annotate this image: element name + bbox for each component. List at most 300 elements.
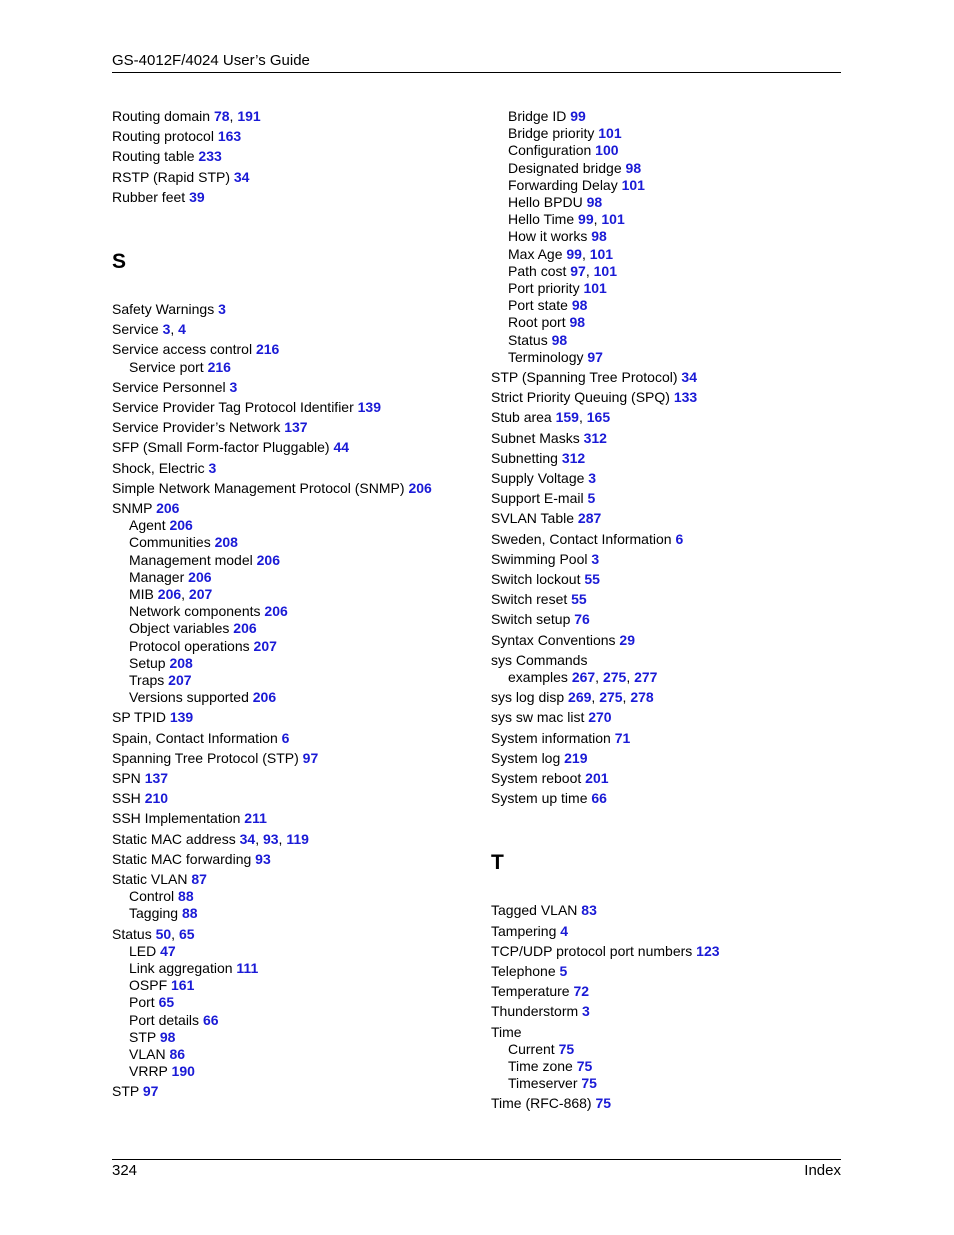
index-term: sys sw mac list	[491, 709, 585, 726]
page-link[interactable]: 312	[583, 429, 607, 446]
index-term: Switch setup	[491, 611, 571, 628]
index-entry	[112, 730, 289, 747]
index-term: Port	[129, 994, 155, 1011]
page-link[interactable]: 137	[284, 419, 308, 436]
index-subentry	[508, 314, 585, 331]
page-link[interactable]: 72	[573, 983, 590, 1000]
index-term: Hello Time	[508, 211, 575, 228]
index-term: Telephone	[491, 963, 556, 979]
page-link[interactable]: 100	[595, 142, 619, 159]
page-link[interactable]: 139	[169, 709, 194, 726]
index-entry	[491, 730, 630, 747]
index-entry	[112, 148, 222, 165]
page-link[interactable]: 65	[178, 925, 195, 942]
index-subentry	[129, 517, 193, 534]
page-link[interactable]: 211	[244, 810, 267, 827]
page-link[interactable]: 34	[233, 168, 250, 185]
index-term: Static MAC forwarding	[112, 850, 252, 867]
index-entry	[491, 902, 597, 919]
page-link[interactable]: 78	[213, 108, 230, 124]
index-entry	[112, 379, 237, 396]
page-link[interactable]: 4	[178, 321, 186, 338]
index-term: Versions supported	[129, 689, 249, 706]
index-term: Port details	[129, 1011, 200, 1028]
index-term: Timeserver	[508, 1075, 578, 1092]
index-term: SP TPID	[112, 709, 166, 726]
page-link[interactable]: 75	[581, 1075, 597, 1092]
index-entry	[112, 169, 249, 186]
page-link[interactable]: 3	[582, 1003, 590, 1020]
page-link[interactable]: 101	[601, 211, 625, 228]
index-entry	[112, 790, 168, 807]
page-link[interactable]: 190	[171, 1063, 195, 1080]
index-term: Thunderstorm	[491, 1003, 579, 1020]
index-term: How it works	[508, 228, 588, 245]
index-term: Static VLAN	[112, 871, 188, 887]
page-link[interactable]: 216	[255, 341, 280, 358]
index-term: System up time	[491, 790, 588, 807]
page-link[interactable]: 133	[673, 389, 698, 406]
index-entry	[491, 709, 612, 726]
index-entry	[112, 1083, 158, 1100]
index-entry	[112, 460, 216, 477]
page-link[interactable]: 66	[591, 790, 607, 807]
index-subentry: Hello Time 99, 101	[508, 211, 625, 228]
index-term: Path cost	[508, 262, 567, 279]
page-link[interactable]: 99	[566, 245, 582, 262]
page-link[interactable]: 161	[171, 977, 195, 994]
index-term: Status	[508, 331, 548, 348]
page-link[interactable]: 75	[558, 1040, 575, 1057]
page-link[interactable]: 165	[586, 409, 611, 426]
index-subentry	[508, 160, 641, 177]
index-entry	[112, 189, 205, 206]
index-term: VRRP	[129, 1063, 168, 1080]
page-link[interactable]: 65	[158, 994, 175, 1011]
page-link[interactable]: 76	[574, 611, 590, 628]
index-term: Manager	[129, 568, 185, 585]
index-term: Spain, Contact Information	[112, 729, 278, 746]
index-term: Switch reset	[491, 591, 568, 608]
section-name: Index	[804, 1162, 841, 1179]
index-subentry	[508, 332, 567, 349]
index-entry	[491, 963, 567, 980]
page-link[interactable]: 47	[160, 942, 176, 959]
index-term: Bridge ID	[508, 108, 567, 124]
index-term: System reboot	[491, 770, 582, 786]
page-link[interactable]: 101	[598, 125, 622, 142]
index-term: SFP (Small Form-factor Pluggable)	[112, 439, 330, 456]
index-term: Max Age	[508, 245, 563, 262]
index-term: Forwarding Delay	[508, 176, 618, 193]
index-entry	[491, 470, 596, 487]
index-term: Routing domain	[112, 108, 211, 124]
page-link[interactable]: 233	[198, 148, 222, 165]
index-term: Sweden, Contact Information	[491, 530, 672, 547]
index-subentry	[129, 689, 276, 706]
index-term: System log	[491, 749, 561, 766]
page-link[interactable]: 6	[281, 729, 290, 746]
index-subentry: examples 267, 275, 277	[508, 669, 658, 685]
index-entry: Routing domain 78, 191	[112, 108, 261, 124]
index-term: Designated bridge	[508, 159, 622, 176]
page-link[interactable]: 34	[681, 369, 697, 385]
index-entry	[491, 510, 601, 527]
page-link[interactable]: 123	[696, 942, 720, 959]
index-term: Subnetting	[491, 449, 558, 466]
index-subentry	[508, 194, 602, 211]
index-entry: Service 3, 4	[112, 321, 186, 338]
index-entry	[491, 430, 607, 447]
index-entry	[491, 923, 568, 940]
index-term: Tampering	[491, 922, 557, 939]
index-term: Service Personnel	[112, 378, 226, 395]
index-entry	[112, 301, 226, 318]
index-subentry	[508, 1041, 574, 1058]
index-entry: Status 50, 65	[112, 925, 195, 942]
index-term: Bridge priority	[508, 125, 595, 142]
page-link[interactable]: 98	[591, 228, 607, 245]
section-letter-heading: T	[491, 851, 504, 875]
page-link[interactable]: 206	[188, 568, 212, 585]
page-link[interactable]: 278	[630, 689, 654, 706]
index-subentry	[129, 534, 238, 551]
page-link[interactable]: 83	[581, 902, 597, 919]
index-term: Temperature	[491, 983, 570, 1000]
index-term: Hello BPDU	[508, 194, 583, 210]
index-term: Link aggregation	[129, 960, 233, 976]
page-link[interactable]: 139	[357, 399, 381, 415]
index-term: Configuration	[508, 142, 592, 159]
index-term: System information	[491, 729, 611, 746]
index-term: Swimming Pool	[491, 550, 588, 567]
page-link[interactable]: 119	[286, 830, 309, 847]
index-entry	[112, 341, 279, 358]
index-subentry	[129, 1012, 219, 1029]
page-link[interactable]: 159	[555, 409, 579, 426]
page-link[interactable]: 98	[571, 297, 588, 314]
index-term: Time zone	[508, 1058, 573, 1074]
index-subentry	[508, 280, 607, 297]
page-link[interactable]: 101	[589, 245, 614, 262]
index-term: Communities	[129, 534, 211, 551]
index-entry	[491, 652, 587, 669]
index-entry	[491, 790, 607, 807]
index-subentry	[129, 960, 258, 977]
index-subentry	[129, 620, 257, 637]
index-term: Agent	[129, 517, 166, 534]
index-entry	[112, 770, 168, 787]
index-subentry	[508, 349, 603, 366]
index-term: Rubber feet	[112, 188, 186, 205]
page-link[interactable]: 39	[189, 188, 205, 205]
index-subentry	[129, 977, 194, 994]
index-subentry	[129, 569, 212, 586]
index-subentry	[129, 994, 174, 1011]
page-link[interactable]: 44	[333, 439, 350, 456]
page-link[interactable]: 275	[602, 669, 627, 685]
page-link[interactable]: 99	[578, 211, 594, 228]
page-link[interactable]: 55	[571, 591, 587, 608]
index-term: Simple Network Management Protocol (SNMP)	[112, 479, 405, 496]
index-entry	[491, 551, 599, 568]
index-entry	[112, 439, 349, 456]
index-term: Static MAC address	[112, 830, 236, 847]
document-title: GS-4012F/4024 User’s Guide	[112, 52, 310, 69]
index-term: OSPF	[129, 977, 168, 994]
index-term: SNMP	[112, 500, 153, 516]
index-subentry	[129, 359, 231, 376]
index-subentry	[129, 1063, 195, 1080]
index-subentry	[129, 552, 280, 569]
index-term: SVLAN Table	[491, 510, 575, 527]
page-link[interactable]: 5	[587, 490, 596, 507]
index-term: VLAN	[129, 1046, 166, 1062]
index-term: Time	[491, 1023, 522, 1040]
page-link[interactable]: 206	[252, 689, 277, 706]
page-link[interactable]: 267	[571, 669, 596, 685]
index-entry	[491, 571, 600, 588]
page-link[interactable]: 98	[569, 314, 586, 331]
index-subentry	[508, 1075, 597, 1092]
index-entry	[112, 750, 318, 767]
page-link[interactable]: 206	[256, 551, 280, 568]
index-entry	[491, 983, 589, 1000]
page-link[interactable]: 3	[229, 378, 238, 395]
index-subentry	[508, 177, 645, 194]
index-term: Terminology	[508, 348, 584, 365]
index-term: Protocol operations	[129, 637, 250, 654]
page-link[interactable]: 208	[214, 534, 238, 551]
index-term: Management model	[129, 551, 253, 568]
page-link[interactable]: 88	[181, 905, 198, 922]
index-entry	[112, 399, 381, 416]
index-term: LED	[129, 942, 157, 959]
page-link[interactable]: 207	[188, 586, 213, 602]
page-link[interactable]: 3	[208, 459, 217, 476]
page-link[interactable]: 269	[568, 689, 592, 706]
page-link[interactable]: 101	[583, 280, 607, 296]
page-number: 324	[112, 1162, 138, 1179]
page-link[interactable]: 29	[619, 631, 635, 648]
page-link[interactable]: 270	[588, 709, 612, 726]
index-entry	[491, 611, 590, 628]
index-term: Stub area	[491, 409, 552, 426]
page-link[interactable]: 98	[551, 331, 568, 348]
index-term: Object variables	[129, 620, 230, 637]
index-term: Service port	[129, 358, 204, 375]
index-term: Syntax Conventions	[491, 631, 616, 648]
page-link[interactable]: 87	[191, 871, 207, 887]
index-entry	[491, 531, 683, 548]
section-letter-heading: S	[112, 250, 127, 273]
page-link[interactable]: 99	[570, 108, 586, 124]
index-entry	[491, 490, 595, 507]
index-term: examples	[508, 669, 568, 685]
index-subentry	[129, 1046, 185, 1063]
index-subentry	[129, 888, 194, 905]
page-link[interactable]: 216	[207, 358, 231, 375]
index-term: Tagging	[129, 905, 179, 922]
page-link[interactable]: 3	[588, 470, 597, 486]
index-subentry	[508, 125, 622, 142]
index-entry	[491, 369, 697, 386]
index-term: Current	[508, 1040, 555, 1057]
index-term: Subnet Masks	[491, 429, 580, 446]
index-subentry: Path cost 97, 101	[508, 262, 617, 279]
index-term: Port priority	[508, 280, 580, 296]
index-term: sys log disp	[491, 689, 565, 706]
index-subentry	[508, 142, 619, 159]
index-entry	[491, 632, 635, 649]
page-link[interactable]: 207	[168, 672, 192, 688]
index-entry	[491, 1003, 590, 1020]
index-term: Control	[129, 888, 175, 905]
index-subentry	[508, 228, 607, 245]
page-link[interactable]: 5	[559, 963, 568, 979]
page-link[interactable]: 97	[570, 262, 586, 279]
page-link[interactable]: 210	[144, 790, 169, 807]
index-term: Spanning Tree Protocol (STP)	[112, 749, 299, 766]
index-entry	[491, 450, 585, 467]
index-subentry	[508, 1058, 592, 1075]
index-entry	[491, 943, 720, 960]
page-link[interactable]: 191	[237, 108, 261, 124]
index-term: sys Commands	[491, 651, 588, 668]
index-entry	[112, 871, 207, 888]
page-link[interactable]: 201	[585, 770, 609, 786]
index-entry	[112, 480, 432, 497]
index-term: Root port	[508, 314, 566, 331]
index-entry	[491, 750, 588, 767]
index-term: Support E-mail	[491, 490, 584, 507]
page-link[interactable]: 75	[595, 1095, 612, 1112]
page-link[interactable]: 137	[144, 770, 169, 786]
index-term: STP (Spanning Tree Protocol)	[491, 369, 678, 385]
page-link[interactable]: 207	[253, 637, 277, 654]
page-link[interactable]: 206	[169, 517, 193, 534]
index-term: Routing protocol	[112, 128, 214, 145]
index-entry	[491, 770, 609, 787]
index-subentry	[129, 638, 277, 655]
index-term: TCP/UDP protocol port numbers	[491, 942, 693, 959]
index-entry	[491, 389, 697, 406]
index-term: Service Provider Tag Protocol Identifier	[112, 399, 354, 415]
page-link[interactable]: 88	[178, 888, 194, 905]
index-term: Port state	[508, 297, 568, 314]
index-term: Service access control	[112, 341, 253, 358]
page-link[interactable]: 3	[591, 550, 600, 567]
index-entry	[112, 709, 193, 726]
index-term: RSTP (Rapid STP)	[112, 168, 230, 185]
page-link[interactable]: 71	[614, 729, 631, 746]
page-link[interactable]: 75	[576, 1058, 593, 1074]
page-link[interactable]: 101	[593, 262, 617, 279]
index-term: Switch lockout	[491, 571, 581, 587]
index-term: Setup	[129, 654, 166, 671]
index-term: Service Provider’s Network	[112, 419, 281, 436]
page-link[interactable]: 34	[239, 830, 256, 847]
page-link[interactable]: 98	[586, 194, 603, 210]
page-link[interactable]: 111	[236, 960, 259, 976]
page-link[interactable]: 163	[217, 128, 242, 145]
page-link[interactable]: 93	[255, 850, 271, 867]
index-entry	[112, 851, 271, 868]
page-link[interactable]: 3	[218, 301, 226, 317]
page-link[interactable]: 86	[169, 1046, 186, 1062]
page-link[interactable]: 206	[408, 479, 432, 496]
index-subentry	[129, 603, 288, 620]
index-entry	[491, 1024, 522, 1041]
index-entry	[112, 500, 179, 517]
index-entry: Stub area 159, 165	[491, 409, 611, 426]
page-link[interactable]: 275	[599, 689, 623, 706]
page-link[interactable]: 98	[625, 159, 642, 176]
page-footer	[112, 1159, 841, 1179]
index-term: Tagged VLAN	[491, 902, 578, 919]
index-term: Network components	[129, 603, 261, 620]
index-subentry	[508, 297, 587, 314]
page-link[interactable]: 287	[577, 510, 602, 527]
index-subentry	[129, 943, 176, 960]
index-term: Shock, Electric	[112, 459, 205, 476]
page-link[interactable]: 97	[142, 1083, 159, 1100]
index-entry	[112, 419, 308, 436]
index-term: Time (RFC-868)	[491, 1095, 592, 1112]
page-link[interactable]: 97	[302, 749, 319, 766]
index-subentry	[129, 655, 193, 672]
page-link[interactable]: 206	[264, 603, 288, 620]
page-link[interactable]: 6	[675, 530, 684, 547]
index-term: STP	[112, 1083, 139, 1100]
index-term: MIB	[129, 586, 154, 602]
page-link[interactable]: 206	[156, 500, 180, 516]
page-link[interactable]: 98	[159, 1028, 176, 1045]
page-link[interactable]: 3	[162, 321, 171, 338]
page-link[interactable]: 97	[587, 348, 603, 365]
index-term: SPN	[112, 770, 141, 786]
index-term: SSH Implementation	[112, 810, 241, 827]
index-term: Service	[112, 321, 159, 338]
page-link[interactable]: 101	[621, 176, 645, 193]
page-link[interactable]: 312	[561, 449, 586, 466]
index-term: SSH	[112, 790, 141, 807]
index-term: Status	[112, 925, 152, 942]
page-link[interactable]: 219	[564, 749, 588, 766]
page-link[interactable]: 93	[262, 830, 279, 847]
index-entry: sys log disp 269, 275, 278	[491, 689, 654, 706]
index-entry	[491, 591, 587, 608]
page-link[interactable]: 208	[169, 654, 193, 671]
index-term: STP	[129, 1028, 156, 1045]
page-header	[112, 51, 841, 73]
page-link[interactable]: 206	[233, 620, 257, 637]
index-subentry	[129, 1029, 175, 1046]
index-subentry: MIB 206, 207	[129, 586, 213, 602]
index-term: Traps	[129, 672, 165, 688]
index-subentry	[129, 905, 198, 922]
index-subentry: Max Age 99, 101	[508, 245, 614, 262]
index-entry	[112, 810, 267, 827]
page-link[interactable]: 277	[634, 669, 658, 685]
index-term: Routing table	[112, 148, 195, 165]
index-entry: Static MAC address 34, 93, 119	[112, 830, 309, 847]
page-link[interactable]: 66	[202, 1011, 219, 1028]
page-link[interactable]: 4	[560, 922, 569, 939]
page-link[interactable]: 206	[157, 586, 182, 602]
page-link[interactable]: 50	[155, 925, 172, 942]
page-link[interactable]: 55	[584, 571, 600, 587]
